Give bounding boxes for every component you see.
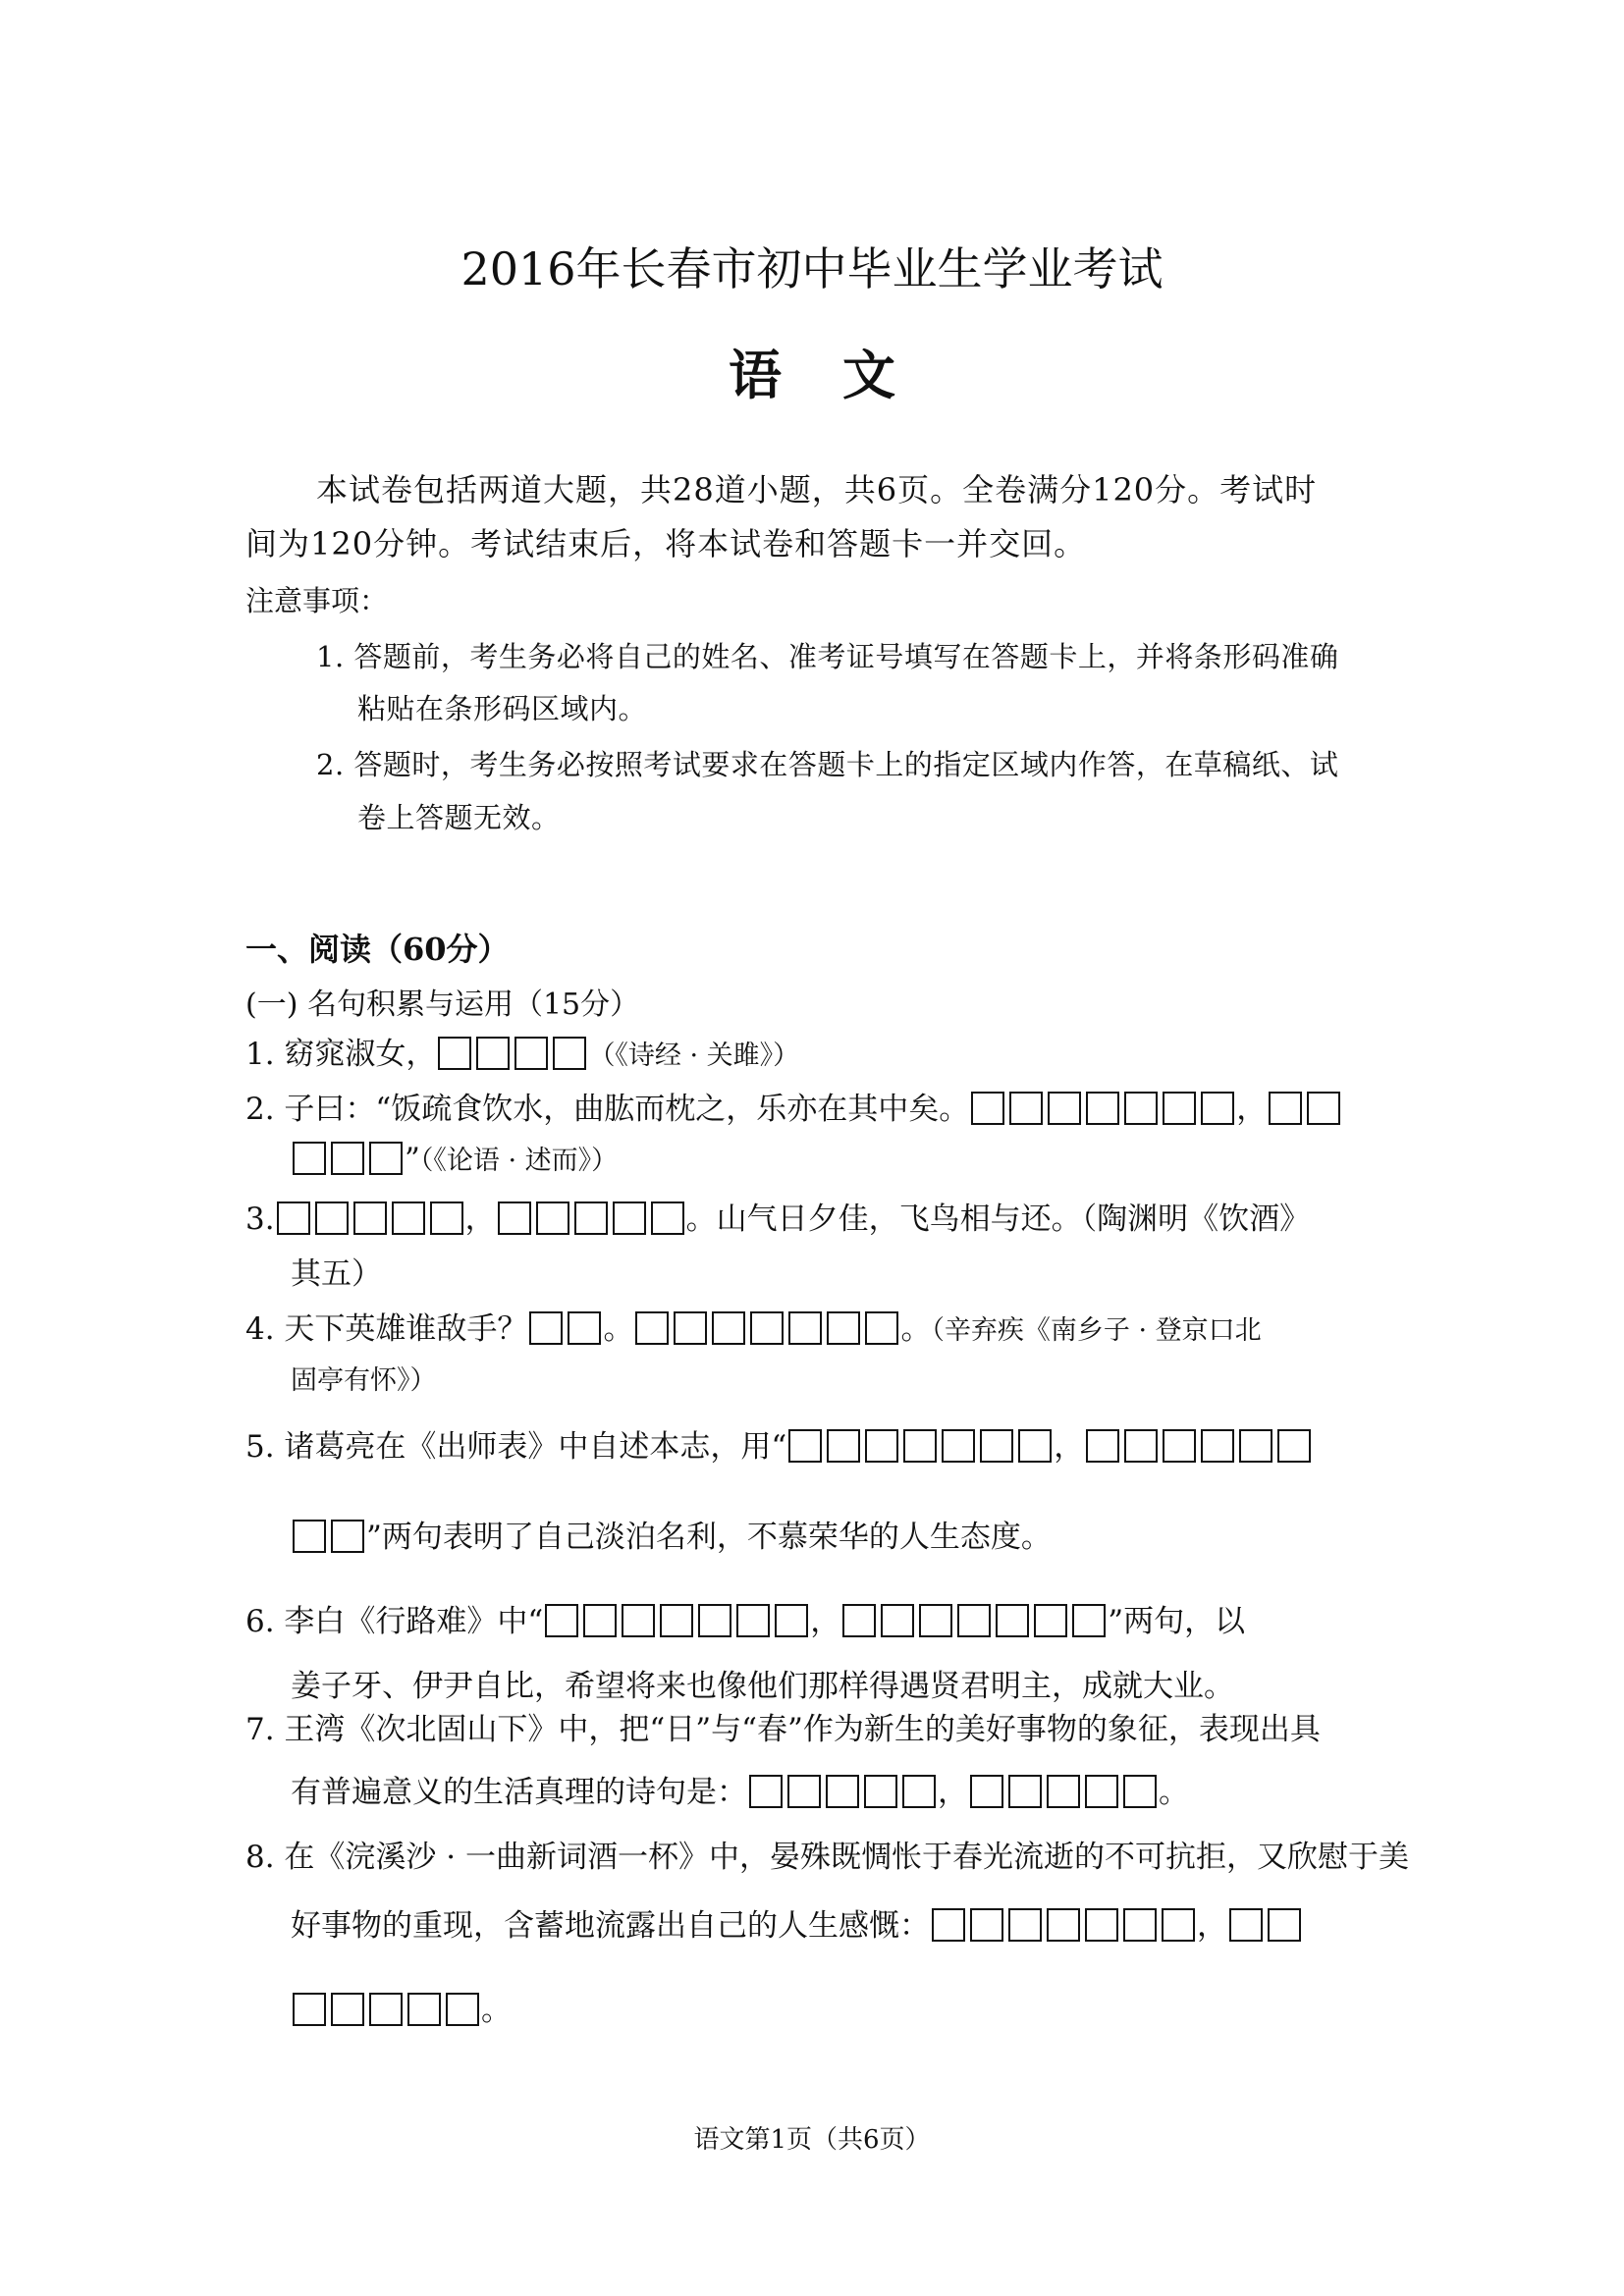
answer-box[interactable] (1163, 1429, 1196, 1463)
question-3-cont: 其五） (291, 1256, 382, 1292)
answer-box[interactable] (788, 1429, 822, 1463)
punctuation: ， (1236, 1092, 1268, 1127)
question-4-cont: 固亭有怀》） (291, 1365, 437, 1396)
question-5-text: 5. 诸葛亮在《出师表》中自述本志，用“ (245, 1429, 787, 1465)
answer-boxes[interactable] (277, 1201, 463, 1235)
answer-box[interactable] (545, 1604, 578, 1637)
question-1 (245, 1029, 799, 1073)
question-6-text-post: ”两句，以 (1108, 1604, 1246, 1639)
answer-boxes[interactable] (749, 1775, 936, 1808)
answer-box[interactable] (446, 1993, 479, 2026)
question-3 (245, 1194, 1310, 1238)
answer-box[interactable] (331, 1993, 364, 2026)
answer-box[interactable] (392, 1201, 425, 1235)
answer-box[interactable] (827, 1429, 860, 1463)
note-1-line-1: 1. 答题前，考生务必将自己的姓名、准考证号填写在答题卡上，并将条形码准确 (316, 640, 1339, 673)
question-2-cont (291, 1139, 618, 1177)
answer-box[interactable] (1086, 1092, 1119, 1125)
answer-box[interactable] (1018, 1429, 1052, 1463)
answer-box[interactable] (1086, 1429, 1119, 1463)
answer-box[interactable] (1229, 1908, 1263, 1942)
question-4 (245, 1304, 1262, 1348)
answer-box[interactable] (622, 1604, 655, 1637)
answer-boxes[interactable] (788, 1429, 1052, 1463)
answer-box[interactable] (1124, 1429, 1158, 1463)
punctuation: 。 (1159, 1775, 1189, 1810)
answer-box[interactable] (430, 1201, 463, 1235)
question-6 (245, 1596, 1245, 1640)
question-5-text-2: ”两句表明了自己淡泊名利，不慕荣华的人生态度。 (366, 1520, 1052, 1555)
answer-box[interactable] (1307, 1092, 1340, 1125)
answer-box[interactable] (651, 1201, 684, 1235)
answer-boxes[interactable] (529, 1311, 601, 1345)
answer-box[interactable] (750, 1311, 784, 1345)
answer-box[interactable] (1008, 1775, 1042, 1808)
answer-boxes[interactable] (971, 1092, 1234, 1125)
answer-box[interactable] (970, 1908, 1003, 1942)
answer-box[interactable] (1268, 1908, 1301, 1942)
question-2-source: （《论语 · 述而》） (419, 1146, 619, 1176)
answer-box[interactable] (293, 1142, 326, 1175)
answer-box[interactable] (787, 1775, 821, 1808)
note-2-line-2: 卷上答题无效。 (357, 801, 561, 834)
answer-box[interactable] (529, 1311, 563, 1345)
answer-box[interactable] (613, 1201, 646, 1235)
punctuation: ， (810, 1604, 841, 1639)
answer-box[interactable] (996, 1604, 1029, 1637)
intro-line-1: 本试卷包括两道大题，共28道小题，共6页。全卷满分120分。考试时 (316, 471, 1318, 508)
answer-boxes[interactable] (498, 1201, 684, 1235)
answer-box[interactable] (1085, 1908, 1118, 1942)
answer-box[interactable] (749, 1775, 783, 1808)
section-heading: 一、阅读（60分） (245, 931, 510, 968)
punctuation: 。 (603, 1311, 634, 1347)
answer-boxes[interactable] (1086, 1429, 1311, 1463)
answer-box[interactable] (574, 1201, 608, 1235)
answer-box[interactable] (1269, 1092, 1302, 1125)
answer-box[interactable] (919, 1604, 952, 1637)
question-5-cont (291, 1512, 1052, 1556)
note-1-line-2: 粘贴在条形码区域内。 (357, 692, 648, 725)
answer-boxes[interactable] (932, 1908, 1195, 1942)
answer-box[interactable] (903, 1429, 937, 1463)
notes-heading: 注意事项： (245, 584, 389, 617)
answer-boxes[interactable] (1229, 1908, 1301, 1942)
answer-box[interactable] (775, 1604, 808, 1637)
question-2 (245, 1084, 1342, 1128)
answer-box[interactable] (1123, 1775, 1157, 1808)
answer-box[interactable] (635, 1311, 669, 1345)
answer-box[interactable] (1034, 1604, 1067, 1637)
answer-box[interactable] (1201, 1092, 1234, 1125)
answer-box[interactable] (315, 1201, 349, 1235)
answer-boxes[interactable] (293, 1520, 364, 1553)
question-7: 7. 王湾《次北固山下》中，把“日”与“春”作为新生的美好事物的象征，表现出具 (245, 1712, 1321, 1747)
answer-box[interactable] (736, 1604, 770, 1637)
answer-box[interactable] (498, 1201, 531, 1235)
punctuation: 。 (481, 1993, 512, 2028)
answer-box[interactable] (407, 1993, 441, 2026)
answer-box[interactable] (942, 1429, 975, 1463)
answer-box[interactable] (536, 1201, 569, 1235)
punctuation: ， (938, 1775, 968, 1810)
answer-box[interactable] (1048, 1092, 1081, 1125)
question-4-text: 4. 天下英雄谁敌手？ (245, 1311, 528, 1347)
answer-box[interactable] (1239, 1429, 1272, 1463)
answer-box[interactable] (788, 1311, 822, 1345)
answer-boxes[interactable] (1269, 1092, 1340, 1125)
answer-boxes[interactable] (293, 1142, 403, 1175)
question-1-source: （《诗经 · 关雎》） (588, 1041, 800, 1071)
answer-box[interactable] (1047, 1908, 1080, 1942)
answer-box[interactable] (864, 1775, 897, 1808)
punctuation: ， (1197, 1908, 1227, 1944)
answer-box[interactable] (826, 1775, 859, 1808)
answer-box[interactable] (957, 1604, 991, 1637)
subject-title: 语文 (729, 344, 956, 406)
question-3-text: 。山气日夕佳，飞鸟相与还。（陶渊明《饮酒》 (685, 1201, 1311, 1237)
answer-boxes[interactable] (545, 1604, 808, 1637)
answer-box[interactable] (369, 1993, 403, 2026)
answer-box[interactable] (553, 1037, 586, 1070)
answer-box[interactable] (293, 1520, 326, 1553)
answer-box[interactable] (331, 1142, 364, 1175)
answer-box[interactable] (514, 1037, 548, 1070)
answer-box[interactable] (712, 1311, 745, 1345)
question-7-cont (291, 1767, 1189, 1811)
question-2-text: 2. 子曰：“饭疏食饮水，曲肱而枕之，乐亦在其中矣。 (245, 1092, 970, 1127)
answer-box[interactable] (1201, 1429, 1234, 1463)
answer-box[interactable] (1123, 1908, 1157, 1942)
answer-boxes[interactable] (635, 1311, 898, 1345)
answer-box[interactable] (1162, 1908, 1195, 1942)
answer-box[interactable] (980, 1429, 1013, 1463)
answer-box[interactable] (971, 1092, 1004, 1125)
answer-box[interactable] (1124, 1092, 1158, 1125)
question-8-text-2: 好事物的重现，含蓄地流露出自己的人生感慨： (291, 1908, 930, 1944)
question-8: 8. 在《浣溪沙 · 一曲新词酒一杯》中，晏殊既惆怅于春光流逝的不可抗拒，又欣慰于美 (245, 1840, 1409, 1875)
answer-box[interactable] (865, 1311, 898, 1345)
answer-box[interactable] (1085, 1775, 1118, 1808)
question-3-number: 3. (245, 1201, 275, 1237)
answer-box[interactable] (353, 1201, 387, 1235)
exam-title: 2016年长春市初中毕业生学业考试 (460, 242, 1164, 295)
question-6-cont: 姜子牙、伊尹自比，希望将来也像他们那样得遇贤君明主，成就大业。 (291, 1669, 1234, 1704)
question-7-text-2: 有普遍意义的生活真理的诗句是： (291, 1775, 747, 1810)
answer-boxes[interactable] (438, 1037, 586, 1070)
answer-box[interactable] (293, 1993, 326, 2026)
answer-box[interactable] (583, 1604, 617, 1637)
answer-boxes[interactable] (293, 1993, 479, 2026)
answer-box[interactable] (970, 1775, 1003, 1808)
answer-box[interactable] (568, 1311, 601, 1345)
question-8-cont-2 (291, 1985, 512, 2029)
answer-box[interactable] (277, 1201, 310, 1235)
answer-box[interactable] (827, 1311, 860, 1345)
answer-box[interactable] (842, 1604, 876, 1637)
answer-box[interactable] (674, 1311, 707, 1345)
answer-box[interactable] (1047, 1775, 1080, 1808)
answer-box[interactable] (932, 1908, 965, 1942)
question-8-cont (291, 1900, 1303, 1945)
question-6-text: 6. 李白《行路难》中“ (245, 1604, 544, 1639)
answer-box[interactable] (369, 1142, 403, 1175)
answer-box[interactable] (698, 1604, 731, 1637)
answer-box[interactable] (438, 1037, 471, 1070)
answer-box[interactable] (902, 1775, 936, 1808)
question-5 (245, 1421, 1313, 1466)
punctuation: ， (464, 1201, 496, 1237)
page-footer: 语文第1页（共6页） (693, 2125, 931, 2155)
question-4-source: （辛弃疾《南乡子 · 登京口北 (931, 1315, 1262, 1346)
question-1-text: 1. 窈窕淑女， (245, 1037, 437, 1072)
answer-box[interactable] (660, 1604, 693, 1637)
punctuation: ” (405, 1142, 420, 1177)
note-2-line-1: 2. 答题时，考生务必按照考试要求在答题卡上的指定区域内作答，在草稿纸、试 (316, 748, 1339, 781)
intro-line-2: 间为120分钟。考试结束后，将本试卷和答题卡一并交回。 (245, 525, 1087, 562)
answer-box[interactable] (476, 1037, 510, 1070)
punctuation: ， (1054, 1429, 1085, 1465)
answer-box[interactable] (865, 1429, 898, 1463)
answer-boxes[interactable] (842, 1604, 1106, 1637)
answer-box[interactable] (1008, 1908, 1042, 1942)
answer-box[interactable] (331, 1520, 364, 1553)
answer-box[interactable] (1009, 1092, 1043, 1125)
answer-box[interactable] (881, 1604, 914, 1637)
answer-box[interactable] (1277, 1429, 1311, 1463)
punctuation: 。 (900, 1311, 932, 1347)
part-heading: (一) 名句积累与运用（15分） (245, 988, 640, 1022)
answer-boxes[interactable] (970, 1775, 1157, 1808)
answer-box[interactable] (1072, 1604, 1106, 1637)
answer-box[interactable] (1163, 1092, 1196, 1125)
